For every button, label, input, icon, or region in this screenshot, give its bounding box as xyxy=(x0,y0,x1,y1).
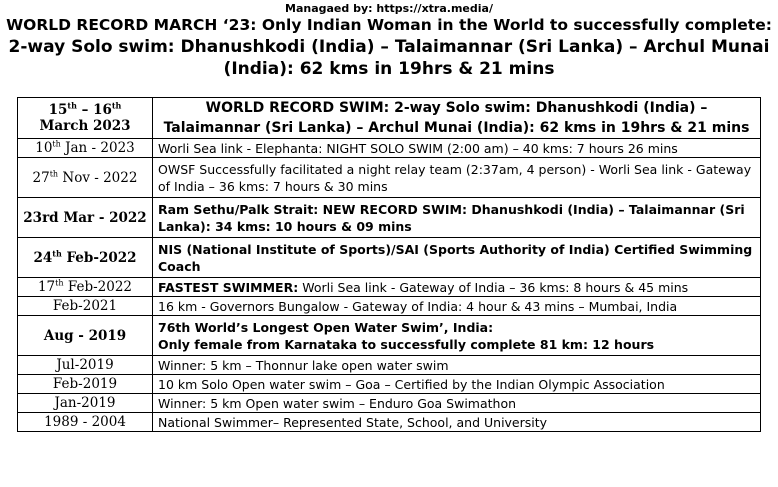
table-row xyxy=(18,198,761,238)
event-cell: 76th World’s Longest Open Water Swim’, India: Only female from Karnataka to successfully complete 81 km: 12 hours xyxy=(153,316,761,356)
date-cell: Jul-2019 xyxy=(18,356,153,375)
table-row xyxy=(18,139,761,158)
table-row xyxy=(18,98,761,139)
date-cell: 24th Feb-2022 xyxy=(18,238,153,278)
event-cell: OWSF Successfully facilitated a night relay team (2:37am, 4 person) - Worli Sea link - Gateway of India – 36 kms: 7 hours & 30 mins xyxy=(153,158,761,198)
date-cell: Feb-2021 xyxy=(18,297,153,316)
table-row xyxy=(18,413,761,432)
page-header xyxy=(0,0,778,80)
table-row xyxy=(18,356,761,375)
date-cell: Jan-2019 xyxy=(18,394,153,413)
event-cell: National Swimmer– Represented State, School, and University xyxy=(153,413,761,432)
event-bold-label: FASTEST SWIMMER: xyxy=(158,279,299,295)
records-table xyxy=(17,97,761,432)
table-row xyxy=(18,238,761,278)
table-row xyxy=(18,158,761,198)
date-cell: Feb-2019 xyxy=(18,375,153,394)
date-cell: 1989 - 2004 xyxy=(18,413,153,432)
date-cell: 23rd Mar - 2022 xyxy=(18,198,153,238)
date-cell: 10th Jan - 2023 xyxy=(18,139,153,158)
event-cell: NIS (National Institute of Sports)/SAI (Sports Authority of India) Certified Swimming Coach xyxy=(153,238,761,278)
table-row xyxy=(18,316,761,356)
event-cell: Winner: 5 km Open water swim – Enduro Goa Swimathon xyxy=(153,394,761,413)
event-cell: WORLD RECORD SWIM: 2-way Solo swim: Dhanushkodi (India) – Talaimannar (Sri Lanka) – Archul Munai (India): 62 kms in 19hrs & 21 mins xyxy=(153,98,761,139)
title-line-1: WORLD RECORD MARCH ‘23: Only Indian Woman in the World to successfully complete: xyxy=(6,16,772,34)
event-cell: Worli Sea link - Elephanta: NIGHT SOLO SWIM (2:00 am) – 40 kms: 7 hours 26 mins xyxy=(153,139,761,158)
date-cell: 27th Nov - 2022 xyxy=(18,158,153,198)
event-cell: 16 km - Governors Bungalow - Gateway of India: 4 hour & 43 mins – Mumbai, India xyxy=(153,297,761,316)
managed-by-line[interactable]: Managaed by: https://xtra.media/ xyxy=(285,2,493,15)
event-cell: Ram Sethu/Palk Strait: NEW RECORD SWIM: Dhanushkodi (India) – Talaimannar (Sri Lanka): 34 kms: 10 hours & 09 mins xyxy=(153,198,761,238)
title-line-3: (India): 62 kms in 19hrs & 21 mins xyxy=(223,59,555,79)
event-cell: Winner: 5 km – Thonnur lake open water swim xyxy=(153,356,761,375)
event-cell: 10 km Solo Open water swim – Goa – Certified by the Indian Olympic Association xyxy=(153,375,761,394)
table-row xyxy=(18,278,761,297)
date-cell: 15th – 16th March 2023 xyxy=(18,98,153,139)
event-cell: FASTEST SWIMMER: Worli Sea link - Gateway of India – 36 kms: 8 hours & 45 mins xyxy=(153,278,761,297)
table-row xyxy=(18,297,761,316)
table-row xyxy=(18,394,761,413)
title-line-2: 2-way Solo swim: Dhanushkodi (India) – Talaimannar (Sri Lanka) – Archul Munai xyxy=(8,37,770,57)
date-cell: 17th Feb-2022 xyxy=(18,278,153,297)
table-row xyxy=(18,375,761,394)
date-cell: Aug - 2019 xyxy=(18,316,153,356)
